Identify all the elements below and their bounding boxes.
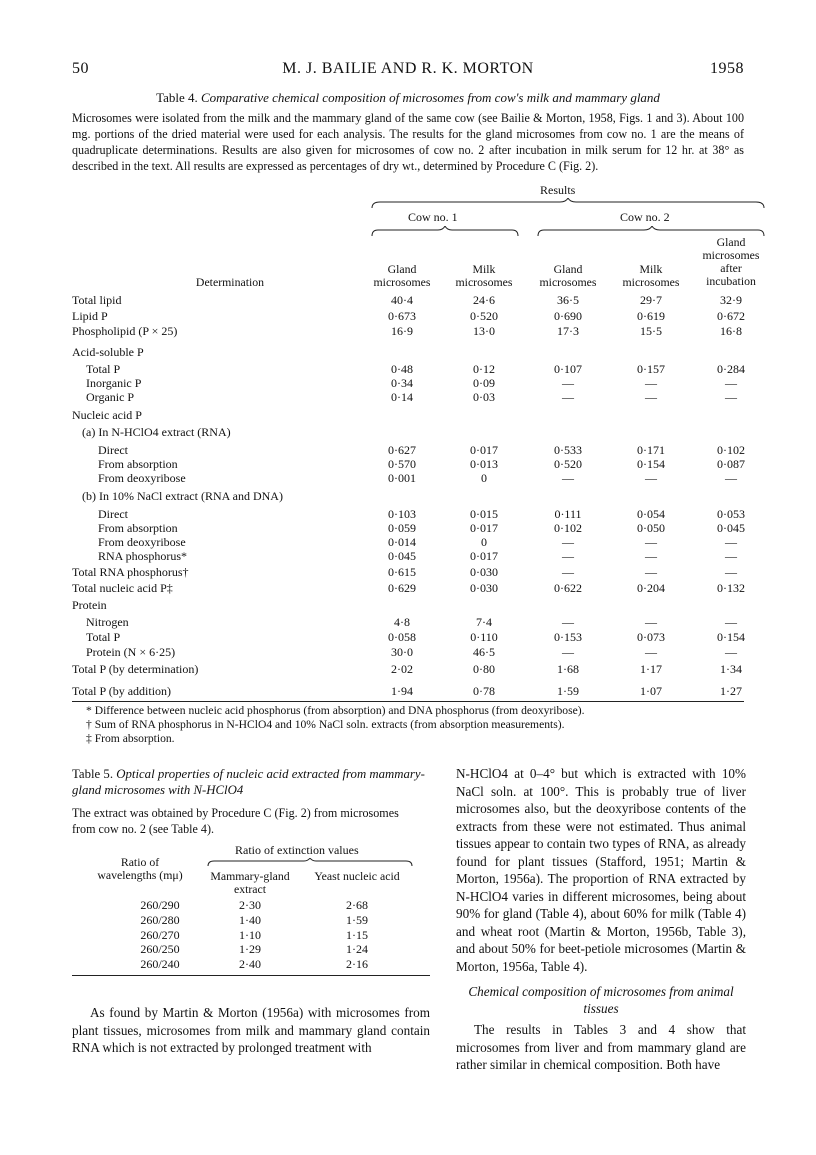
table4-cell: 24·6 (473, 293, 495, 307)
table5-cell: 260/240 (140, 957, 180, 972)
table4-cell: — (725, 471, 737, 485)
table4-cell: 1·07 (640, 684, 662, 698)
right-paragraph-2: The results in Tables 3 and 4 show that microsomes from liver and from mammary gland are rather similar in chemical composition. Both have (456, 1022, 746, 1072)
left-paragraph: As found by Martin & Morton (1956a) with microsomes from plant tissues, microsomes from milk and mammary gland contain RNA which is not extracted by prolonged treatment with (72, 1005, 430, 1055)
table4-cell: 0·045 (388, 549, 416, 563)
table4-row-label: Total P (by determination) (72, 662, 199, 676)
table4-cell: 0·570 (388, 457, 416, 471)
table4-cell: 0·80 (473, 662, 495, 676)
table4-cell: — (725, 376, 737, 390)
cow2-header: Cow no. 2 (620, 210, 670, 224)
table4-row-label: Organic P (86, 390, 135, 404)
table4-row-label: From absorption (98, 457, 178, 471)
table4-cell: 1·59 (557, 684, 579, 698)
table4-cell: 2·02 (391, 662, 413, 676)
table4-cell: 7·4 (476, 615, 492, 629)
table4-row-label: (a) In N-HClO4 extract (RNA) (82, 425, 231, 439)
table4-title-text: Comparative chemical composition of microsomes from cow's milk and mammary gland (201, 90, 660, 105)
t5-col-ratio: Ratio of wavelengths (mμ) (97, 855, 183, 882)
table4-cell: 0·615 (388, 565, 416, 579)
table4-cell: 1·17 (640, 662, 662, 676)
table4-cell: — (645, 645, 657, 659)
table4-cell: 0·154 (717, 630, 745, 644)
table4-cell: 0·520 (470, 309, 498, 323)
table4-cell: 0·34 (391, 376, 413, 390)
table4-cell: 0·09 (473, 376, 495, 390)
table4-cell: 0·157 (637, 362, 665, 376)
table4-cell: 0·017 (470, 549, 498, 563)
table4-bottom-rule (72, 701, 744, 702)
table4-cell: 0·102 (554, 521, 582, 535)
table4-cell: — (562, 565, 574, 579)
table4-cell: — (645, 376, 657, 390)
table4-cell: 0·001 (388, 471, 416, 485)
table4-cell: 1·68 (557, 662, 579, 676)
table4-row-label: RNA phosphorus* (98, 549, 188, 563)
table4-cell: 0·672 (717, 309, 745, 323)
table4-row-label: Lipid P (72, 309, 108, 323)
table4-row-label: Direct (98, 443, 128, 457)
table4-cell: 0·14 (391, 390, 413, 404)
table4-cell: 0·629 (388, 581, 416, 595)
table4-cell: 17·3 (557, 324, 579, 338)
results-header: Results (540, 183, 576, 197)
table4-cell: 0 (481, 535, 487, 549)
table5-cell: 260/250 (140, 942, 180, 957)
table4-cell: 0·132 (717, 581, 745, 595)
table4-cell: — (645, 615, 657, 629)
table4-cell: 0·014 (388, 535, 416, 549)
right-paragraph-1: N-HClO4 at 0–4° but which is extracted with 10% NaCl soln. at 100°. This is probably true of liver microsomes also, but the deoxyribose contents of the extracts from these were not estimated. Thus animal tissues appear to contain two types of RNA, as already found for plant tissues (Stafford, 1951; Martin & Morton, 1956a). The proportion of RNA extracted by N-HClO4 varies in different microsomes, being about 90% for gland (Table 4), about 60% for milk (Table 4) and wheat root (Martin & Morton, 1956b, Table 3), and about 50% for beet-petiole microsomes (Martin & Morton, 1956a, Table 4). (456, 766, 746, 974)
col-gland2: Gland microsomes (539, 262, 597, 289)
table5-group-header: Ratio of extinction values (235, 843, 359, 857)
col-milk2: Milk microsomes (622, 262, 680, 289)
table5-title-text: Optical properties of nucleic acid extracted from mammary-gland microsomes with N-HClO4 (72, 767, 425, 797)
footnote-2: † Sum of RNA phosphorus in N-HClO4 and 10% NaCl soln. extracts (from absorption measurements). (86, 718, 565, 731)
table4-cell: 29·7 (640, 293, 662, 307)
table4-row-label: From absorption (98, 521, 178, 535)
table4-cell: 0·045 (717, 521, 745, 535)
table4-row-label: Total nucleic acid P‡ (72, 581, 173, 595)
table4-cell: 0·017 (470, 443, 498, 457)
table4-cell: 0·110 (470, 630, 498, 644)
table5-cell: 1·15 (346, 927, 368, 942)
table4-cell: 1·27 (720, 684, 742, 698)
table4-row-label: Protein (72, 598, 107, 612)
table4-cell: 0·059 (388, 521, 416, 535)
table4-cell: — (725, 549, 737, 563)
header-year: 1958 (710, 60, 744, 77)
table4-cell: — (645, 390, 657, 404)
table4-cell: 0·153 (554, 630, 582, 644)
table4-cell: — (725, 535, 737, 549)
table4-cell: — (645, 565, 657, 579)
table4-cell: 46·5 (473, 645, 495, 659)
table4-cell: — (645, 471, 657, 485)
table4-cell: — (562, 615, 574, 629)
cow1-brace (370, 226, 520, 238)
table4-cell: — (645, 549, 657, 563)
table5-cell: 260/280 (140, 912, 180, 927)
table5-caption: The extract was obtained by Procedure C (Fig. 2) from microsomes from cow no. 2 (see Table 4). (72, 806, 399, 836)
table4-cell: 13·0 (473, 324, 495, 338)
table5-cell: 1·24 (346, 942, 368, 957)
table4-cell: 0·050 (637, 521, 665, 535)
table4-cell: 0·154 (637, 457, 665, 471)
table4-cell: 0·284 (717, 362, 745, 376)
table4-cell: 0·103 (388, 507, 416, 521)
table4-cell: 0·111 (554, 507, 582, 521)
table4-cell: 0·78 (473, 684, 495, 698)
col-determination: Determination (195, 275, 265, 289)
table4-cell: 0·107 (554, 362, 582, 376)
table4-cell: 0·073 (637, 630, 665, 644)
footnote-3: ‡ From absorption. (86, 732, 175, 745)
table4-row-label: Protein (N × 6·25) (86, 645, 176, 659)
table5-cell: 1·59 (346, 912, 368, 927)
table4-cell: — (562, 390, 574, 404)
table4-row-label: From deoxyribose (98, 535, 186, 549)
table4-cell: 0·627 (388, 443, 416, 457)
table5-cell: 260/290 (140, 898, 180, 912)
table4-cell: 0·102 (717, 443, 745, 457)
table4-cell: — (562, 549, 574, 563)
table4-cell: 40·4 (391, 293, 413, 307)
table4-row-label: Direct (98, 507, 128, 521)
table5-cell: 260/270 (140, 927, 180, 942)
table4-cell: — (725, 615, 737, 629)
col-gland1: Gland microsomes (373, 262, 431, 289)
table4-cell: 4·8 (394, 615, 410, 629)
col-milk1: Milk microsomes (455, 262, 513, 289)
table4-cell: 0·12 (473, 362, 495, 376)
table4-cell: 0·030 (470, 581, 498, 595)
table4-cell: 15·5 (640, 324, 662, 338)
table4-cell: 0·690 (554, 309, 582, 323)
table4-cell: — (562, 645, 574, 659)
table4-row-label: Nucleic acid P (72, 408, 142, 422)
table4-cell: 0·013 (470, 457, 498, 471)
table4-cell: 0·520 (554, 457, 582, 471)
table4-cell: 1·34 (720, 662, 742, 676)
table4-cell: 16·8 (720, 324, 742, 338)
table4-cell: — (562, 376, 574, 390)
running-header: M. J. BAILIE AND R. K. MORTON (282, 60, 534, 77)
section-heading: Chemical composition of microsomes from animal tissues (468, 984, 734, 1016)
table5-cell: 2·40 (239, 957, 261, 972)
table4-row-label: Nitrogen (86, 615, 129, 629)
table4-cell: 32·9 (720, 293, 742, 307)
table4-row-label: Total P (86, 362, 121, 376)
t5-col-yeast: Yeast nucleic acid (314, 869, 400, 883)
table4-cell: — (562, 535, 574, 549)
table4-cell: — (725, 390, 737, 404)
table4-cell: 0·015 (470, 507, 498, 521)
table4-cell: — (562, 471, 574, 485)
table4-caption: Microsomes were isolated from the milk and the mammary gland of the same cow (see Bailie & Morton, 1958, Figs. 1 and 3). About 100 mg. portions of the dried material were used for each analysis. The results for the gland microsomes from cow no. 1 are the means of quadruplicate determinations. Results are also given for microsomes of cow no. 2 after incubation in milk serum for 12 hr. at 38° as described in the text. All results are expressed as percentages of dry wt., determined by Procedure C (Fig. 2). (72, 111, 744, 173)
table4-cell: 0·48 (391, 362, 413, 376)
table4-cell: 36·5 (557, 293, 579, 307)
table4-cell: 0·673 (388, 309, 416, 323)
table4-cell: 0·533 (554, 443, 582, 457)
table4-cell: 0·030 (470, 565, 498, 579)
table4-cell: — (725, 645, 737, 659)
col-incubation: Gland microsomes after incubation (702, 235, 760, 288)
table4-cell: 0·017 (470, 521, 498, 535)
table4-cell: 0·058 (388, 630, 416, 644)
table4-title (72, 90, 744, 106)
table4-cell: — (645, 535, 657, 549)
table4-row-label: Total P (by addition) (72, 684, 172, 698)
table4-cell: 16·9 (391, 324, 413, 338)
table4-label: Table 4. (156, 90, 198, 105)
table4-row-label: Total P (86, 630, 121, 644)
table4-cell: 30·0 (391, 645, 413, 659)
table4-cell: — (725, 565, 737, 579)
table4-cell: 1·94 (391, 684, 413, 698)
table4-cell: 0·054 (637, 507, 665, 521)
table4-row-label: Acid-soluble P (72, 345, 144, 359)
table5-cell: 1·29 (239, 942, 261, 957)
table4-row-label: Inorganic P (86, 376, 142, 390)
table4-row-label: Total RNA phosphorus† (72, 565, 189, 579)
table5-cell: 2·68 (346, 898, 368, 912)
table4-row-label: (b) In 10% NaCl extract (RNA and DNA) (82, 489, 283, 503)
table4-cell: 0·03 (473, 390, 495, 404)
cow1-header: Cow no. 1 (408, 210, 458, 224)
results-brace (370, 198, 766, 210)
table4-row-label: Phospholipid (P × 25) (72, 324, 178, 338)
table4-row-label: Total lipid (72, 293, 122, 307)
table5-brace (206, 858, 414, 868)
table4-cell: 0·053 (717, 507, 745, 521)
table4-cell: 0 (481, 471, 487, 485)
table5-cell: 2·30 (239, 898, 261, 912)
table4-cell: 0·619 (637, 309, 665, 323)
table5-bottom-rule (72, 975, 430, 976)
table5-title (72, 766, 432, 798)
footnote-1: * Difference between nucleic acid phosphorus (from absorption) and DNA phosphorus (from deoxyribose). (86, 704, 585, 717)
table5-cell: 1·10 (239, 927, 261, 942)
page-number: 50 (72, 60, 89, 77)
table5-label: Table 5. (72, 767, 114, 781)
table5-cell: 2·16 (346, 957, 368, 972)
table4-cell: 0·622 (554, 581, 582, 595)
table5-cell: 1·40 (239, 912, 261, 927)
table4-cell: 0·204 (637, 581, 665, 595)
table4-cell: 0·171 (637, 443, 665, 457)
t5-col-mammary: Mammary-gland extract (210, 869, 290, 896)
table4-row-label: From deoxyribose (98, 471, 186, 485)
table4-cell: 0·087 (717, 457, 745, 471)
